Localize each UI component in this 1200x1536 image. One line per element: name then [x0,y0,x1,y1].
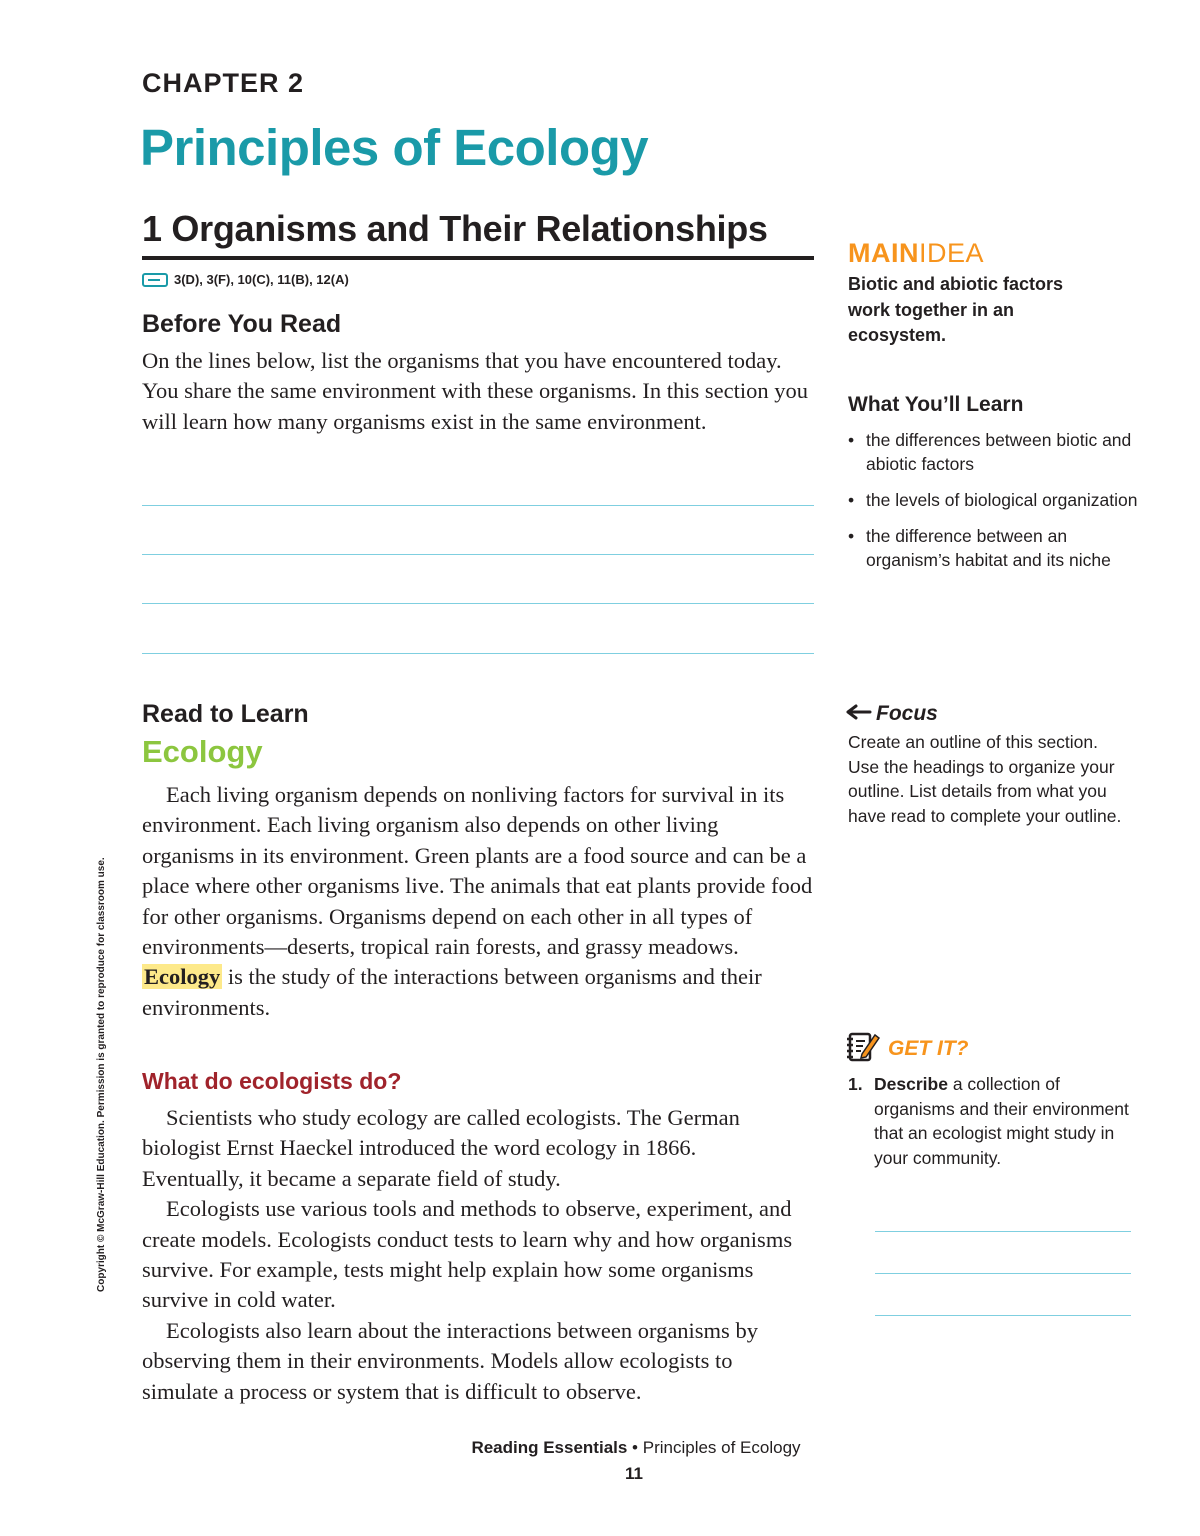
ecology-heading: Ecology [142,734,263,769]
list-item: • the difference between an organism’s habitat and its niche [848,524,1138,573]
writing-line[interactable] [142,653,814,654]
standards-icon [142,273,168,287]
section-heading: 1 Organisms and Their Relationships [142,208,768,249]
writing-line[interactable] [142,554,814,555]
writing-line[interactable] [142,603,814,604]
what-youll-learn-title: What You’ll Learn [848,393,1024,416]
focus-text: Create an outline of this section. Use the headings to organize your outline. List details from what you have read to complete your outline. [848,732,1122,826]
copyright-notice: Copyright © McGraw-Hill Education. Permission is granted to reproduce for classroom use. [96,857,107,1292]
answer-line[interactable] [875,1273,1131,1274]
list-item: • the levels of biological organization [848,488,1138,512]
main-idea-part2: IDEA [919,238,985,268]
ecologists-question-heading: What do ecologists do? [142,1068,402,1094]
ecology-paragraph [142,780,814,1023]
page-number: 11 [625,1464,643,1483]
before-you-read-title: Before You Read [142,310,342,338]
get-it-label: GET IT? [888,1036,969,1060]
question-verb: Describe [874,1074,948,1094]
what-youll-learn-list [848,428,1138,584]
footer-book-title: Reading Essentials [471,1438,628,1457]
arrow-left-icon [846,702,872,726]
before-you-read-text: On the lines below, list the organisms that you have encountered today. You share the same environment with these organisms. In this section you will learn how many organisms exist in the same environment. [142,348,808,434]
question-body: a collection of organisms and their environment that an ecologist might study in your community. [874,1074,1129,1168]
question-number: 1. [848,1074,863,1094]
main-idea-part1: MAIN [848,238,919,268]
ecologists-paragraph-3: Ecologists also learn about the interactions between organisms by observing them in their environments. Models allow ecologists to simulate a process or system that is difficult to observe. [142,1317,758,1404]
ecologists-paragraph-2: Ecologists use various tools and methods to observe, experiment, and create models. Ecologists conduct tests to learn why and how organisms survive. For example, tests might help explain how some organisms survive in cold water. [142,1196,793,1313]
get-it-question [848,1072,1133,1170]
standards-row [142,272,349,287]
main-idea-text: Biotic and abiotic factors work together in an ecosystem. [848,274,1064,346]
page-footer [0,1438,1200,1458]
list-item: • the differences between biotic and abiotic factors [848,428,1138,477]
ecology-text-before: Each living organism depends on nonliving factors for survival in its environment. Each living organism also depends on other living organisms in its environment. Green plants are a food source and can be a place where other organisms live. The animals that eat plants provide food for other organisms. Organisms depend on each other in all types of environments—deserts, tropical rain forests, and grassy meadows. [142,782,813,960]
read-to-learn-title: Read to Learn [142,700,309,728]
writing-line[interactable] [142,505,814,506]
section-divider [142,256,814,260]
ecologists-paragraphs [142,1103,814,1407]
get-it-heading [846,1030,969,1067]
standards-text: 3(D), 3(F), 10(C), 11(B), 12(A) [174,272,349,287]
chapter-title: Principles of Ecology [140,119,649,176]
ecologists-paragraph-1b: Eventually, it became a separate field of study. [142,1165,561,1191]
chapter-label: CHAPTER 2 [142,68,305,98]
footer-chapter: Principles of Ecology [642,1438,801,1457]
notebook-pencil-icon [846,1030,880,1067]
footer-separator: • [627,1438,643,1457]
ecologists-paragraph-1: Scientists who study ecology are called ecologists. The German biologist Ernst Haeckel introduced the word ecology in 1866. [142,1105,740,1161]
answer-line[interactable] [875,1231,1131,1232]
key-term-ecology: Ecology [144,964,221,990]
ecology-text-after: is the study of the interactions between organisms and their environments. [142,964,762,1020]
focus-heading [846,702,938,726]
answer-line[interactable] [875,1315,1131,1316]
focus-title: Focus [876,702,938,725]
question-text [874,1072,1133,1170]
main-idea-label [848,238,984,269]
